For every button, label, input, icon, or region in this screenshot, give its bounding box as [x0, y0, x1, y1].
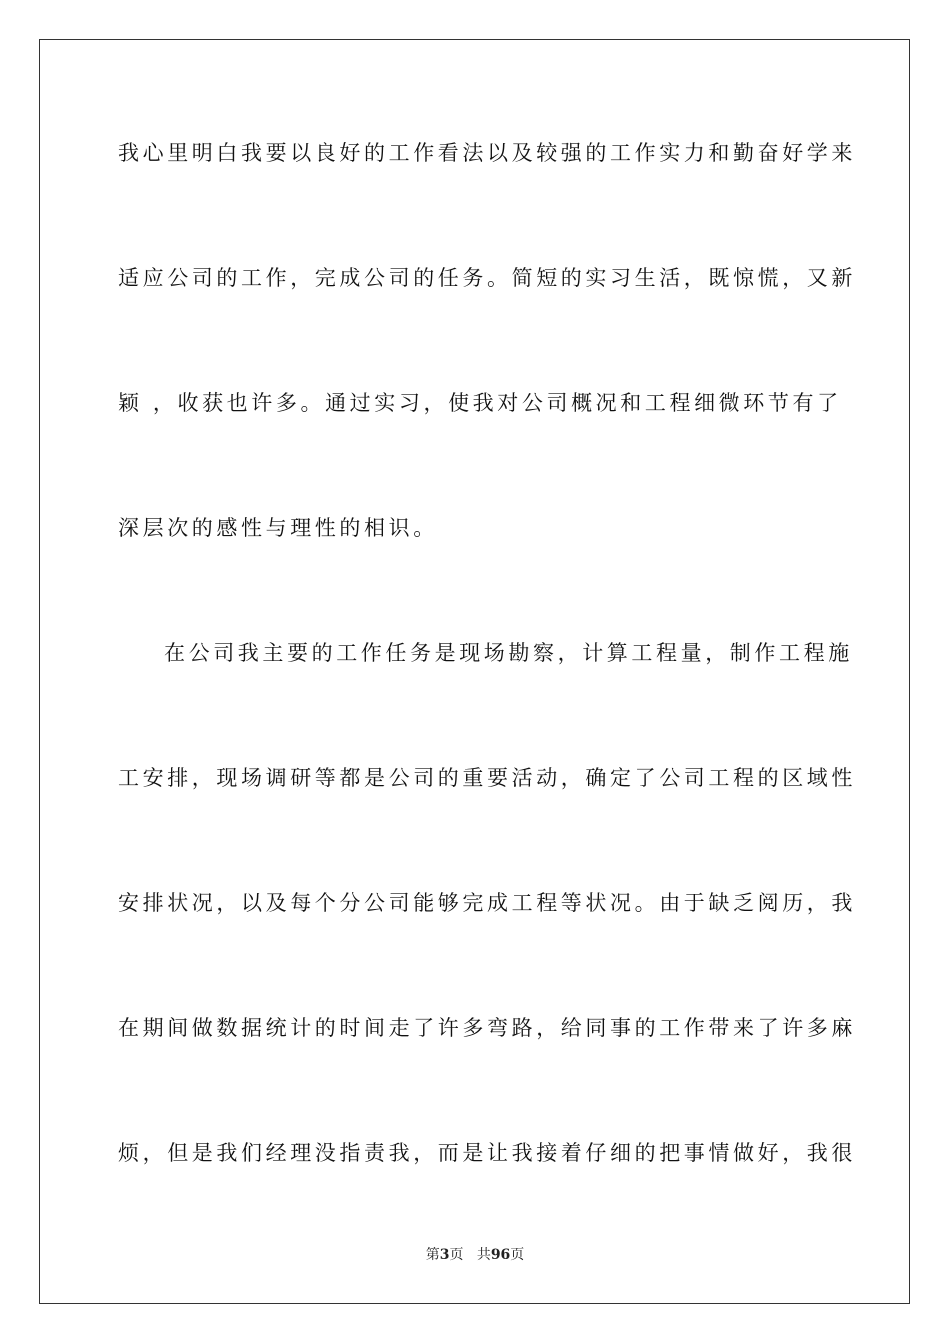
- total-prefix: 共: [476, 1247, 491, 1263]
- current-page-number: 3: [439, 1247, 450, 1263]
- total-page-count: 96: [490, 1247, 511, 1263]
- text-line: 工安排，现场调研等都是公司的重要活动，确定了公司工程的区域性: [118, 766, 856, 790]
- page-prefix: 第: [425, 1247, 440, 1263]
- text-line: 在期间做数据统计的时间走了许多弯路，给同事的工作带来了许多麻: [118, 1016, 856, 1040]
- text-line: 颖 ，收获也许多。通过实习，使我对公司概况和工程细微环节有了: [118, 391, 842, 415]
- text-line: 深层次的感性与理性的相识。: [118, 516, 438, 540]
- page-suffix: 页: [449, 1247, 464, 1263]
- text-line: 烦，但是我们经理没指责我，而是让我接着仔细的把事情做好，我很: [118, 1141, 856, 1165]
- page-footer: [0, 1244, 950, 1264]
- total-suffix: 页: [510, 1247, 525, 1263]
- text-line: 安排状况，以及每个分公司能够完成工程等状况。由于缺乏阅历，我: [118, 891, 856, 915]
- document-body: [118, 128, 856, 1253]
- text-line: 适应公司的工作，完成公司的任务。简短的实习生活，既惊慌，又新: [118, 266, 856, 290]
- text-line: 我心里明白我要以良好的工作看法以及较强的工作实力和勤奋好学来: [118, 141, 856, 165]
- text-line: 在公司我主要的工作任务是现场勘察，计算工程量，制作工程施: [164, 641, 853, 665]
